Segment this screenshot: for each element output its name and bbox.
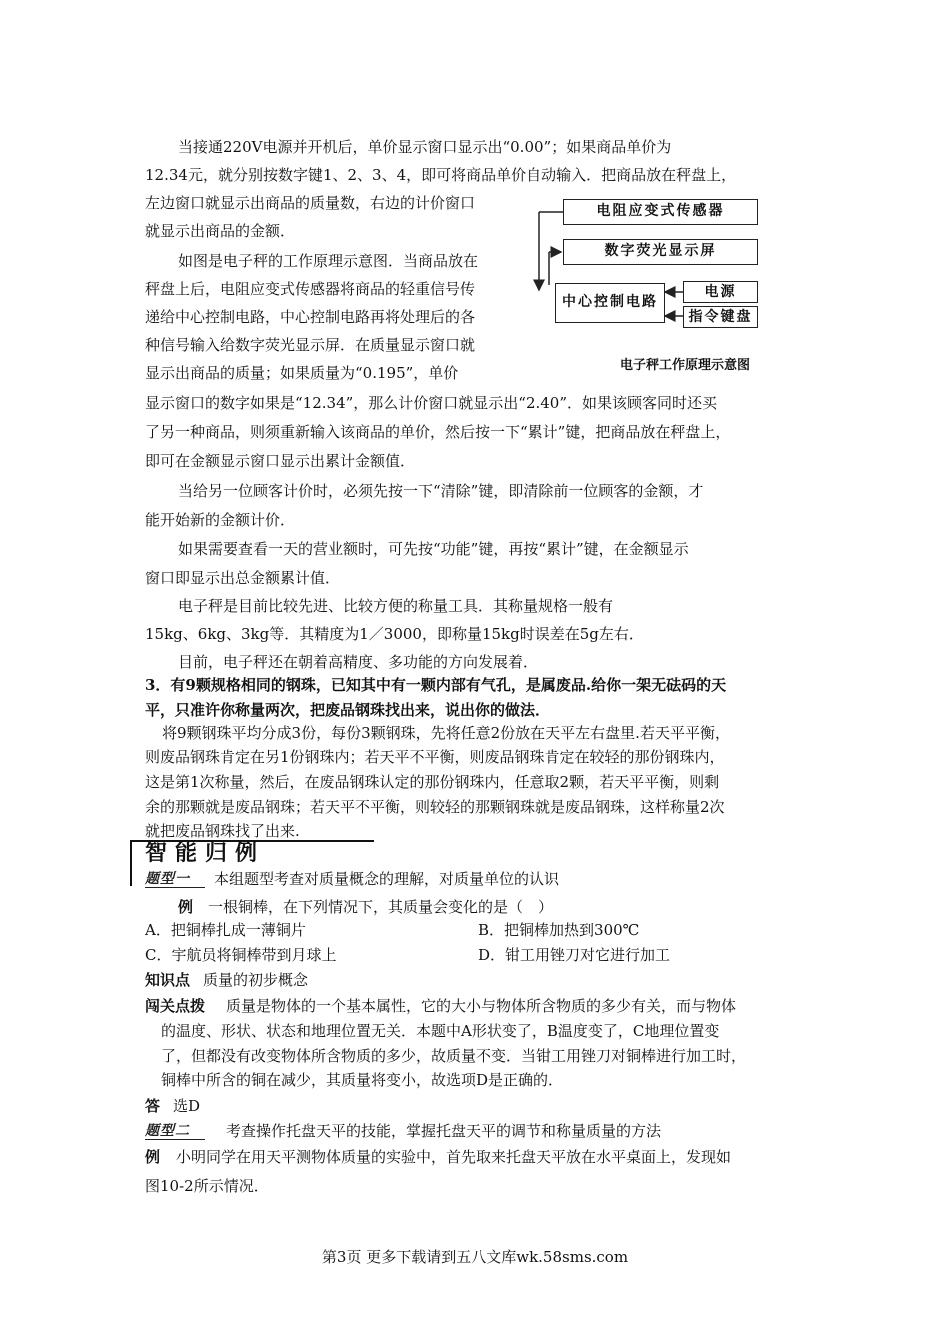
text-line: 递给中心控制电路，中心控制电路再将处理后的各 bbox=[145, 308, 476, 326]
tip-label: 闯关点拨 bbox=[145, 997, 206, 1015]
example-label: 例 bbox=[178, 898, 194, 916]
example-text: 小明同学在用天平测物体质量的实验中，首先取来托盘天平放在水平桌面上，发现如 bbox=[176, 1148, 732, 1166]
text-line: 如图是电子秤的工作原理示意图．当商品放在 bbox=[178, 252, 479, 270]
answer-line: 将9颗钢珠平均分成3份，每份3颗钢珠，先将任意2份放在天平左右盘里.若天平平衡， bbox=[162, 724, 730, 742]
answer-line: 余的那颗就是废品钢珠；若天平不平衡，则较轻的那颗钢珠就是废品钢珠，这样称量2次 bbox=[145, 798, 725, 816]
type-description: 考查操作托盘天平的技能，掌握托盘天平的调节和称量质量的方法 bbox=[226, 1122, 662, 1140]
text-line: 显示出商品的质量；如果质量为“0.195”，单价 bbox=[145, 364, 459, 382]
power-box: 电源 bbox=[683, 281, 758, 303]
text-line: 15kg、6kg、3kg等．其精度为1／3000，即称量15kg时误差在5g左右． bbox=[145, 625, 644, 643]
question-line: 3．有9颗规格相同的钢珠，已知其中有一颗内部有气孔，是属废品.给你一架无砝码的天 bbox=[145, 676, 727, 694]
type-badge: 题型二 bbox=[145, 1123, 205, 1140]
text-line: 了另一种商品，则须重新输入该商品的单价，然后按一下“累计”键，把商品放在秤盘上， bbox=[145, 423, 731, 441]
tip-text: 铜棒中所含的铜在减少，其质量将变小，故选项D是正确的． bbox=[161, 1071, 564, 1089]
text-line: 目前，电子秤还在朝着高精度、多功能的方向发展着． bbox=[178, 653, 539, 671]
text-line: 当给另一位顾客计价时，必须先按一下“清除”键，即清除前一位顾客的金额，才 bbox=[178, 482, 704, 500]
text-line: 左边窗口就显示出商品的质量数，右边的计价窗口 bbox=[145, 194, 476, 212]
sensor-box: 电阻应变式传感器 bbox=[563, 199, 758, 225]
type-description: 本组题型考查对质量概念的理解，对质量单位的认识 bbox=[214, 870, 560, 888]
section-heading: 智能归例 bbox=[145, 841, 266, 866]
scale-diagram bbox=[525, 190, 825, 375]
answer-line: 则废品钢珠肯定在另1份钢珠内；若天平不平衡，则废品钢珠肯定在较轻的那份钢珠内， bbox=[145, 748, 725, 766]
option-c: C．宇航员将铜棒带到月球上 bbox=[145, 946, 337, 964]
text-line: 显示窗口的数字如果是“12.34”，那么计价窗口就显示出“2.40”．如果该顾客同时还买 bbox=[145, 394, 718, 412]
text-line: 就显示出商品的金额． bbox=[145, 222, 296, 240]
text-line: 秤盘上后，电阻应变式传感器将商品的轻重信号传 bbox=[145, 280, 476, 298]
keyboard-box: 指令键盘 bbox=[683, 306, 758, 328]
page-footer: 第3页 更多下载请到五八文库wk.58sms.com bbox=[321, 1248, 629, 1266]
answer-line: 就把废品钢珠找了出来. bbox=[145, 822, 300, 840]
text-line: 电子秤是目前比较先进、比较方便的称量工具．其称量规格一般有 bbox=[178, 597, 614, 615]
knowledge-point-label: 知识点 bbox=[145, 971, 191, 989]
example-text: 图10-2所示情况． bbox=[145, 1177, 269, 1195]
tip-text: 了，但都没有改变物体所含物质的多少，故质量不变．当钳工用锉刀对铜棒进行加工时， bbox=[161, 1047, 747, 1065]
option-b: B．把铜棒加热到300℃ bbox=[478, 921, 640, 939]
knowledge-point-text: 质量的初步概念 bbox=[203, 971, 309, 989]
text-line: 窗口即显示出总金额累计值． bbox=[145, 569, 341, 587]
example-label: 例 bbox=[145, 1148, 161, 1166]
type-badge: 题型一 bbox=[145, 871, 205, 888]
option-a: A．把铜棒扎成一薄铜片 bbox=[145, 921, 306, 939]
example-question: 一根铜棒，在下列情况下，其质量会变化的是（ ） bbox=[208, 898, 554, 916]
question-line: 平，只准许你称量两次，把废品钢珠找出来，说出你的做法． bbox=[145, 701, 551, 719]
display-box: 数字荧光显示屏 bbox=[563, 239, 758, 265]
answer-text: 选D bbox=[173, 1097, 201, 1115]
heading-rule bbox=[130, 840, 132, 886]
control-box: 中心控制电路 bbox=[555, 283, 665, 323]
text-line: 当接通220V电源并开机后，单价显示窗口显示出“0.00”；如果商品单价为 bbox=[178, 138, 672, 156]
answer-label: 答 bbox=[145, 1097, 161, 1115]
text-line: 种信号输入给数字荧光显示屏．在质量显示窗口就 bbox=[145, 336, 476, 354]
text-line: 12.34元，就分别按数字键1、2、3、4，即可将商品单价自动输入．把商品放在秤盘上， bbox=[145, 166, 737, 184]
text-line: 如果需要查看一天的营业额时，可先按“功能”键，再按“累计”键，在金额显示 bbox=[178, 540, 689, 558]
text-line: 即可在金额显示窗口显示出累计金额值． bbox=[145, 452, 416, 470]
option-d: D．钳工用锉刀对它进行加工 bbox=[478, 946, 671, 964]
tip-text: 质量是物体的一个基本属性，它的大小与物体所含物质的多少有关，而与物体 bbox=[226, 997, 737, 1015]
answer-line: 这是第1次称量，然后，在废品钢珠认定的那份钢珠内，任意取2颗，若天平平衡，则剩 bbox=[145, 773, 720, 791]
diagram-caption: 电子秤工作原理示意图 bbox=[620, 358, 751, 373]
tip-text: 的温度、形状、状态和地理位置无关．本题中A形状变了，B温度变了，C地理位置变 bbox=[161, 1022, 720, 1040]
text-line: 能开始新的金额计价． bbox=[145, 511, 296, 529]
